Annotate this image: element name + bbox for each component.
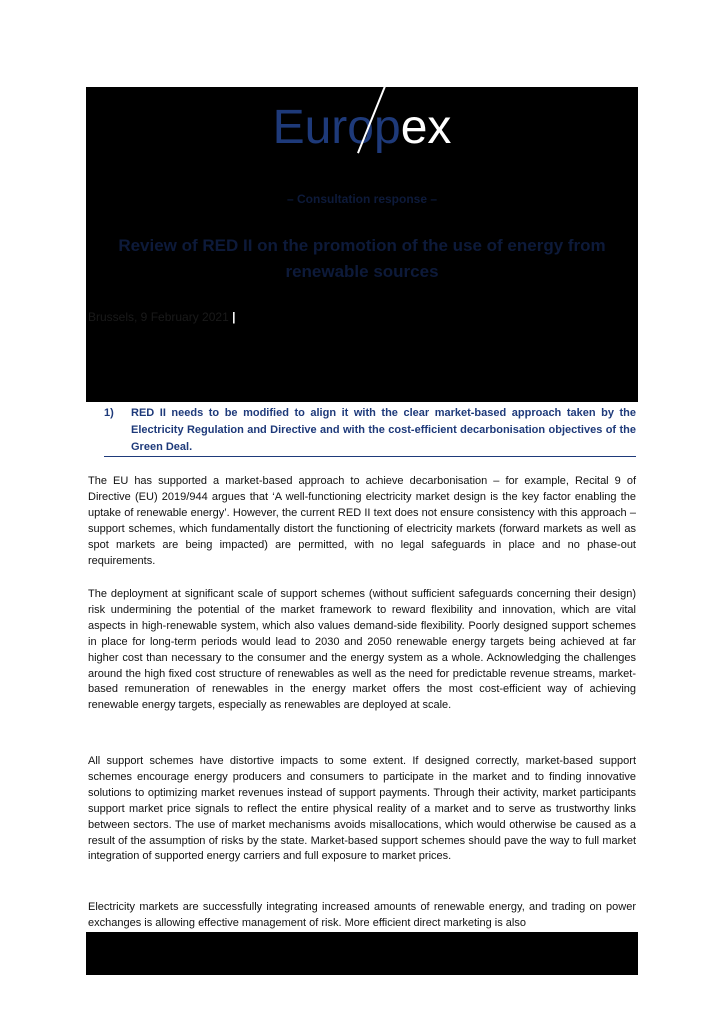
logo-part-1: Europ (272, 101, 401, 154)
paragraph-1: The EU has supported a market-based approach to achieve decarbonisation – for example, Recital 9 of Directive (EU) 2019/944 argues that ‘A well-functioning electricity market design is the key factor enabling the uptake of renewable energy’. However, the current RED II text does not ensure consistency with this approach – support schemes, which fundamentally distort the functioning of electricity markets (forward markets as well as spot markets are being impacted) are permitted, with no legal safeguards in place and no phase-out requirements. (88, 475, 636, 567)
logo-part-2: ex (400, 101, 452, 154)
date-separator: | (232, 310, 236, 324)
section-number: 1) (104, 407, 114, 419)
date-text: Brussels, 9 February 2021 (88, 310, 229, 324)
section-heading (104, 405, 636, 457)
document-subtitle: – Consultation response – (286, 192, 438, 206)
date-line (88, 310, 235, 324)
paragraph-3: All support schemes have distortive impacts to some extent. If designed correctly, market-based support schemes encourage energy producers and consumers to participate in the market and to finding innovative solutions to optimizing market revenues instead of support payments. Through their activity, market participants support market price signals to reflect the entire physical reality of a market and to serve as trustworthy links between sectors. The use of market mechanisms avoids misallocations, which would otherwise be caused as a result of the assumption of risks by the state. Market-based support schemes should pave the way to full market integration of supported energy carriers and full exposure to market prices. (88, 755, 636, 863)
paragraph-4: Electricity markets are successfully integrating increased amounts of renewable energy, and trading on power exchanges is allowing effective management of risk. More efficient direct marketing is also (88, 901, 636, 929)
footer-redaction-band (86, 932, 638, 975)
europex-logo (0, 100, 724, 155)
document-title: Review of RED II on the promotion of the use of energy from renewable sources (118, 236, 606, 281)
paragraph-2: The deployment at significant scale of support schemes (without sufficient safeguards concerning their design) risk undermining the potential of the market framework to reward flexibility and innovation, which are vital aspects in high-renewable system, which also values demand-side flexibility. Poorly designed support schemes in place for long-term periods would lead to 2030 and 2050 renewable energy targets being achieved at far higher cost than necessary to the consumer and the energy system as a whole. Acknowledging the challenges around the high fixed cost structure of renewables as well as the need for predictable revenue streams, market-based remuneration of renewables in the energy market offers the most cost-efficient way of achieving renewable energy targets, especially as renewables are deployed at scale. (88, 588, 636, 712)
section-heading-text: RED II needs to be modified to align it with the clear market-based approach taken by the Electricity Regulation and Directive and with the cost-efficient decarbonisation objectives of the Green Deal. (131, 407, 636, 453)
